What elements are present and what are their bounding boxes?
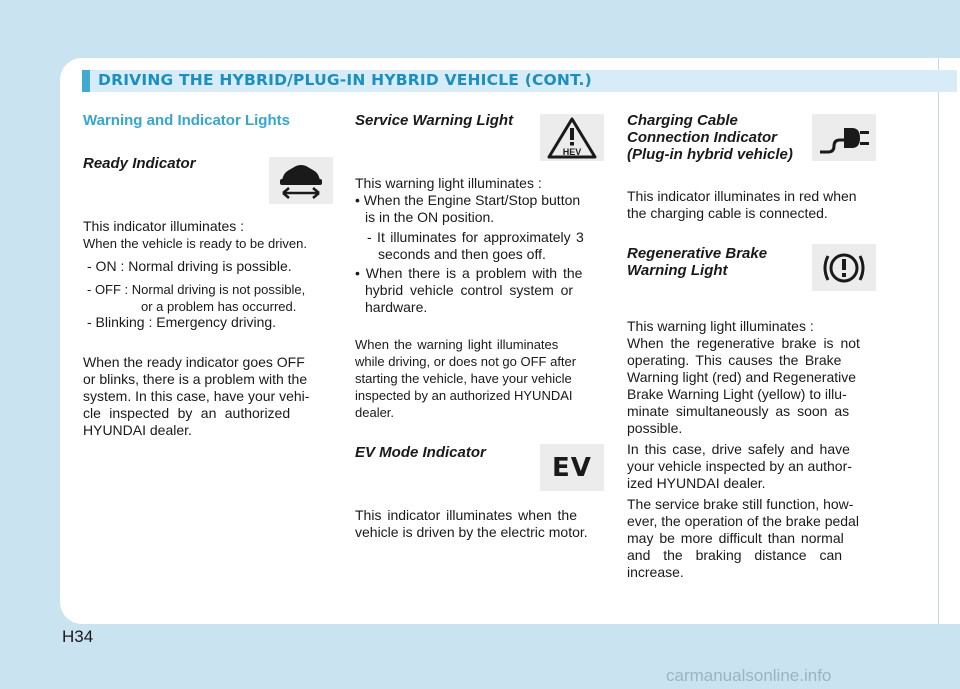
service-bullet-2c: hardware. [365,299,428,315]
regen-line-4: Brake Warning Light (yellow) to illu- [627,386,847,402]
service-para-line-2: while driving, or does not go OFF after [355,354,577,369]
page-number: H34 [62,627,94,646]
service-para-line-5: dealer. [355,405,395,420]
regen-end-line-4: and the braking distance can [627,547,843,563]
regen-brake-icon-box [812,244,876,291]
regen-line-5: minate simultaneously as soon as [627,403,850,419]
service-para-line-1: When the warning light illuminates [355,337,559,352]
regen-heading-2: Warning Light [627,262,728,279]
service-bullet-1d: seconds and then goes off. [378,246,546,262]
regen-intro: This warning light illuminates : [627,318,814,334]
regen-line-6: possible. [627,420,683,436]
charging-para-line-2: the charging cable is connected. [627,205,828,221]
regen-mid-line-1: In this case, drive safely and have [627,441,850,457]
ev-para-line-2: vehicle is driven by the electric motor. [355,524,588,540]
ready-para-line-4: cle inspected by an authorized [83,405,291,421]
regen-line-2: operating. This causes the Brake [627,352,842,368]
ready-off-2: or a problem has occurred. [141,299,297,314]
ready-para-line-3: system. In this case, have your vehi- [83,388,310,404]
regen-mid-line-2: your vehicle inspected by an author- [627,458,852,474]
service-para-line-4: inspected by an authorized HYUNDAI [355,388,573,403]
charging-icon-box [812,114,876,161]
ev-mode-heading: EV Mode Indicator [355,444,486,461]
section-title: Warning and Indicator Lights [83,112,290,129]
service-bullet-1a: • When the Engine Start/Stop button [355,192,581,208]
regen-mid-line-3: ized HYUNDAI dealer. [627,475,766,491]
header-accent [82,70,90,92]
service-para-line-3: starting the vehicle, have your vehicle [355,371,572,386]
charging-heading-2: Connection Indicator [627,129,777,146]
ev-mode-icon: EV [552,452,592,483]
ready-off-1: - OFF : Normal driving is not possible, [87,282,306,297]
service-bullet-1b: is in the ON position. [365,209,495,225]
charging-para-line-1: This indicator illuminates in red when [627,188,857,204]
regen-end-line-3: may be more difficult than normal [627,530,844,546]
regen-line-1: When the regenerative brake is not [627,335,860,351]
regen-end-line-2: ever, the operation of the brake pedal [627,513,859,529]
chapter-header-title: DRIVING THE HYBRID/PLUG-IN HYBRID VEHICLE (CONT.) [98,71,592,89]
service-bullet-1c: - It illuminates for approximately 3 [367,229,584,245]
charging-heading-3: (Plug-in hybrid vehicle) [627,146,793,163]
ready-intro: This indicator illuminates : [83,218,245,234]
service-intro: This warning light illuminates : [355,175,542,191]
ready-intro-2: When the vehicle is ready to be driven. [83,236,308,251]
regen-end-line-1: The service brake still function, how- [627,496,854,512]
ready-para-line-2: or blinks, there is a problem with the [83,371,308,387]
service-warning-icon-box [540,114,604,161]
hev-icon-label: HEV [562,146,582,157]
ev-mode-icon-box [540,444,604,491]
regen-line-3: Warning light (red) and Regenerative [627,369,857,385]
charging-plug-icon [816,118,872,158]
service-bullet-2b: hybrid vehicle control system or [365,282,574,298]
hev-warning-icon [547,117,597,159]
ready-para-line-1: When the ready indicator goes OFF [83,354,305,370]
charging-heading-1: Charging Cable [627,112,738,129]
ready-indicator-icon-box [269,157,333,204]
service-bullet-2a: • When there is a problem with the [355,265,583,281]
ready-indicator-heading: Ready Indicator [83,155,196,172]
regen-end-line-5: increase. [627,564,684,580]
ready-para-line-5: HYUNDAI dealer. [83,422,192,438]
ready-blinking: - Blinking : Emergency driving. [87,314,277,330]
car-ready-icon [274,161,328,201]
regen-heading-1: Regenerative Brake [627,245,768,262]
ready-on: - ON : Normal driving is possible. [87,258,292,274]
brake-warning-icon [819,248,869,288]
ev-para-line-1: This indicator illuminates when the [355,507,577,523]
watermark: carmanualsonline.info [666,666,832,685]
service-warning-heading: Service Warning Light [355,112,514,129]
margin-rule [938,58,939,624]
